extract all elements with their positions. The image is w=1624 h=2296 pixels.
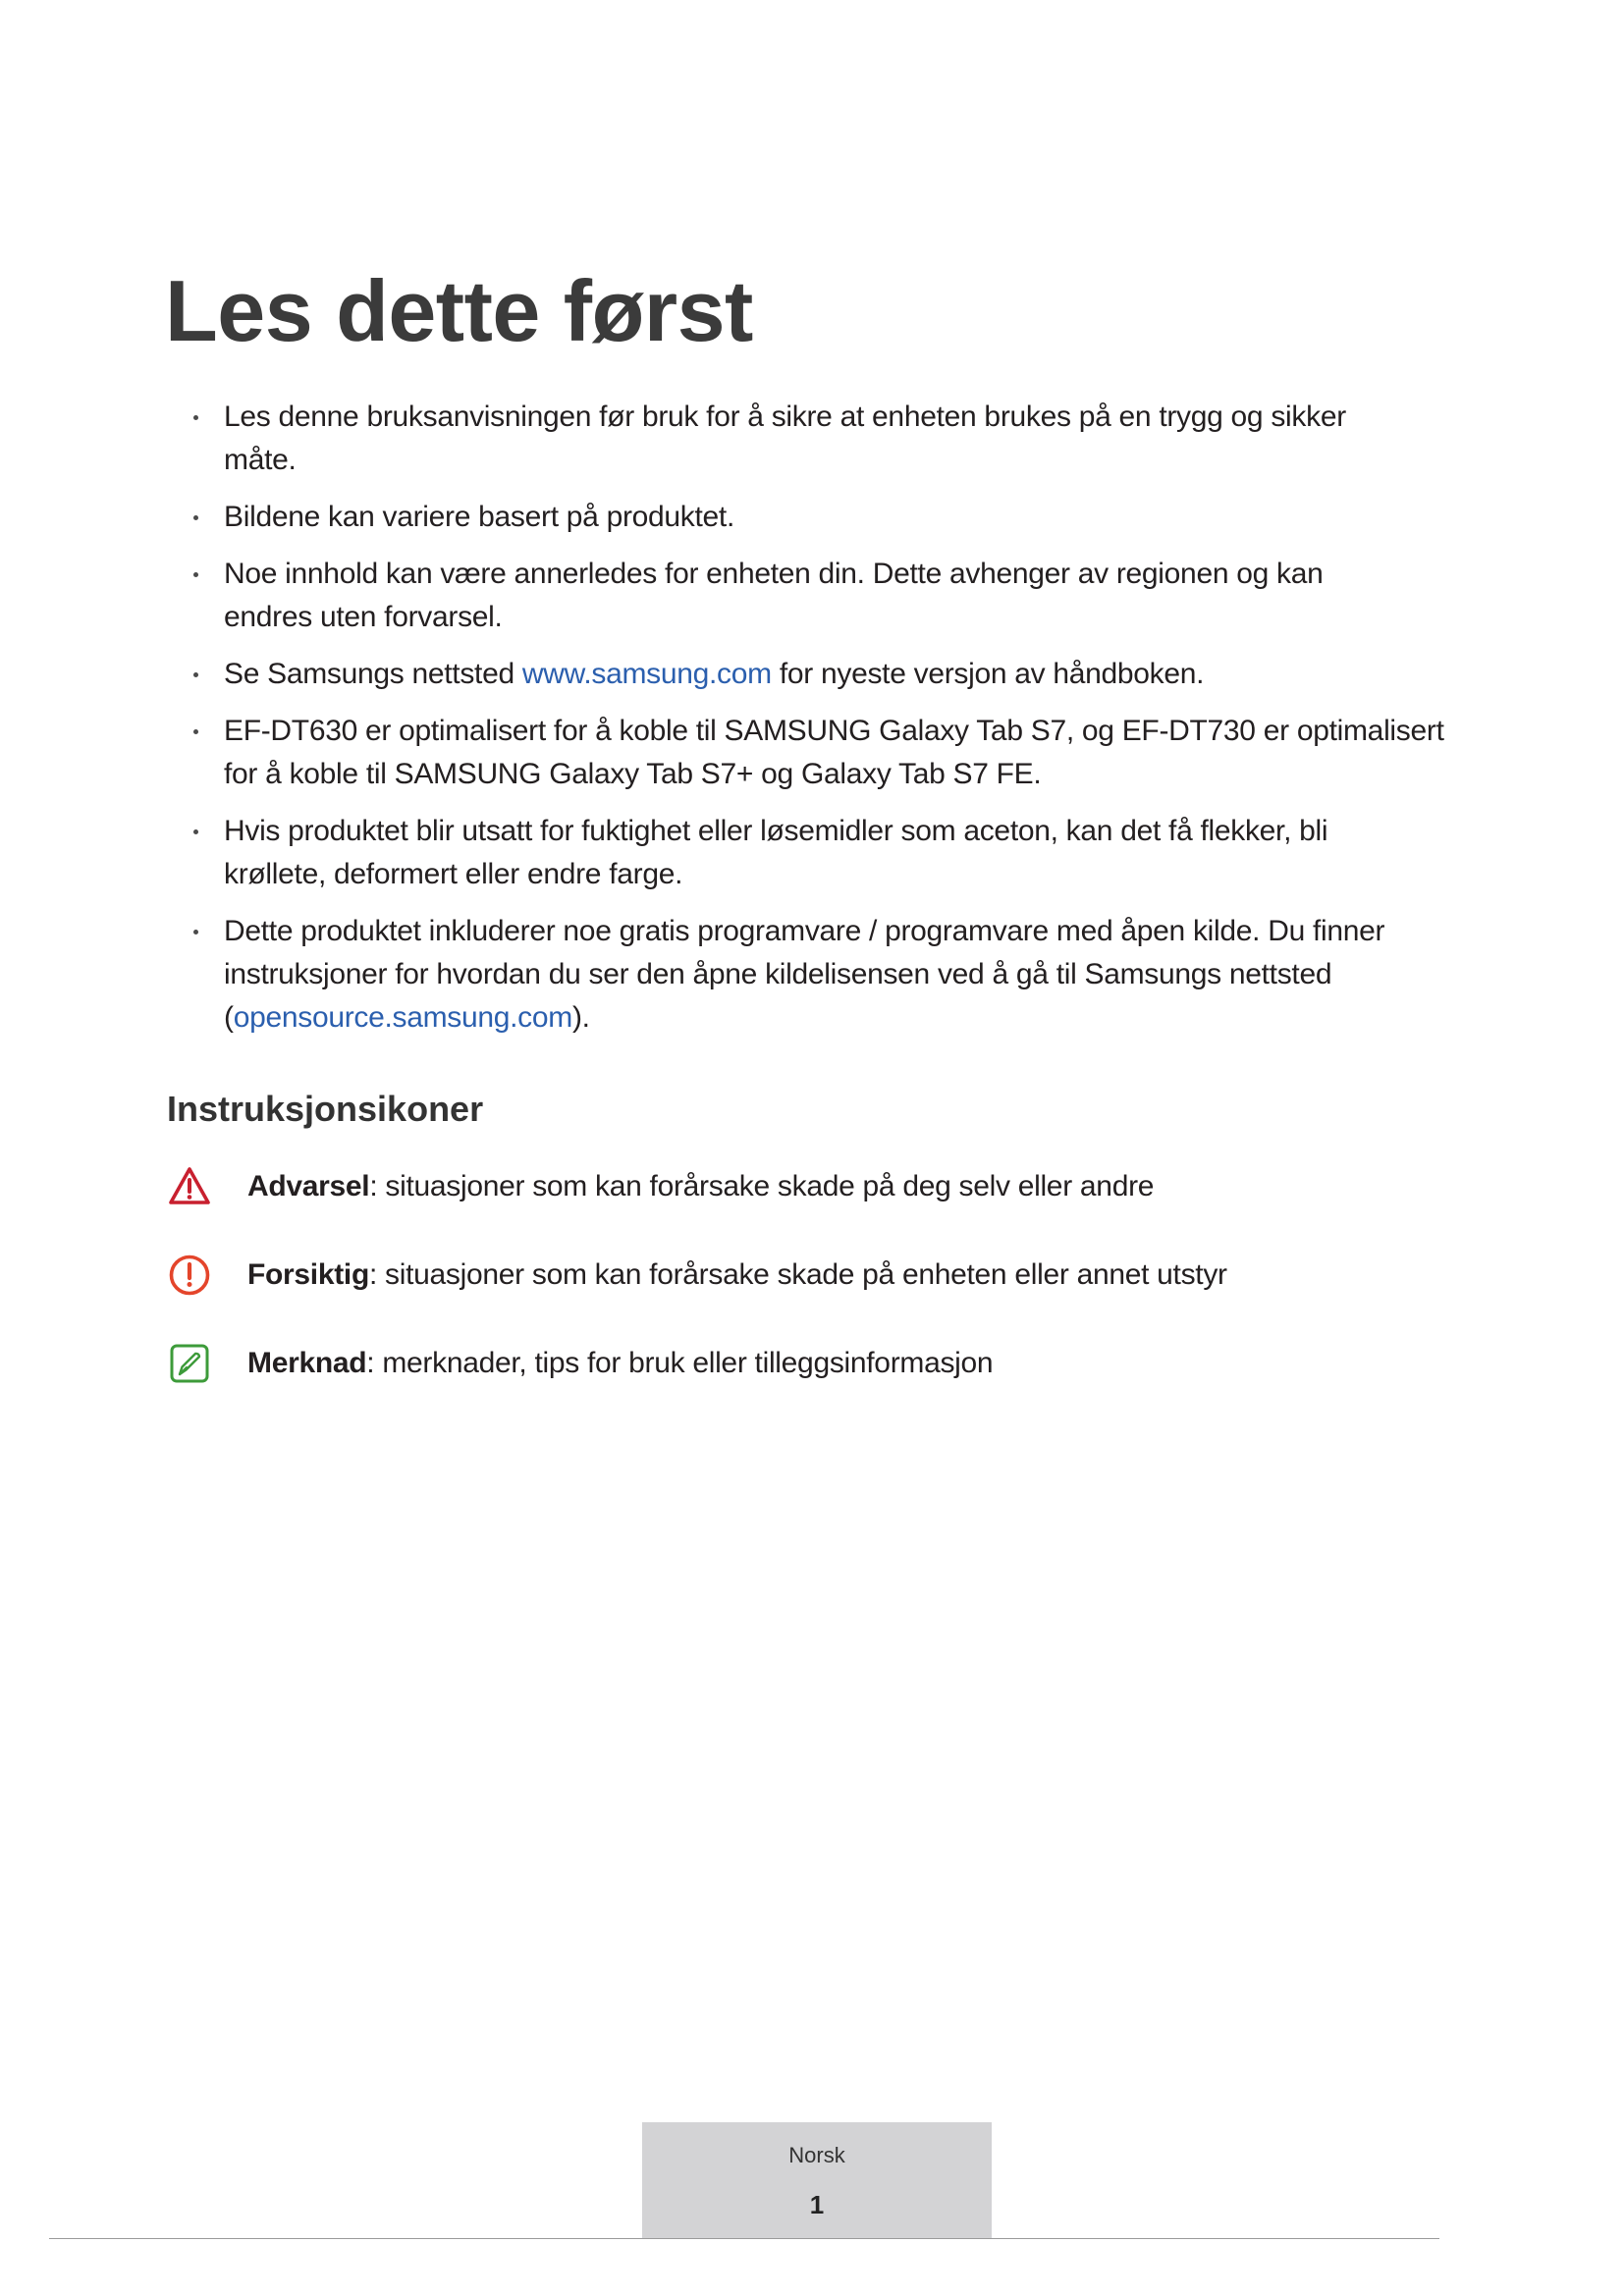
bullet-line: endres uten forvarsel. — [224, 601, 503, 633]
section-heading-instruction-icons: Instruksjonsikoner — [167, 1089, 484, 1129]
bullet-item — [224, 710, 1559, 796]
bullet-dot — [193, 515, 198, 520]
bullet-dot — [193, 672, 198, 677]
legend-text — [247, 1164, 1154, 1209]
bullet-dot — [193, 829, 198, 834]
opensource-website-link[interactable]: opensource.samsung.com — [233, 1001, 572, 1034]
legend-row-warning — [167, 1164, 1154, 1209]
intro-bullet-list — [224, 396, 1559, 1053]
bullet-text: Se Samsungs nettsted — [224, 658, 522, 690]
warning-icon — [167, 1164, 212, 1209]
bullet-item — [224, 810, 1559, 896]
legend-text — [247, 1341, 993, 1386]
samsung-website-link[interactable]: www.samsung.com — [521, 658, 772, 690]
footer-divider — [49, 2238, 1439, 2239]
page-footer-tab — [642, 2122, 992, 2238]
legend-row-note — [167, 1341, 993, 1386]
legend-description: : situasjoner som kan forårsake skade på deg selv eller andre — [369, 1170, 1155, 1202]
bullet-item — [224, 910, 1559, 1040]
bullet-dot — [193, 729, 198, 734]
page-title: Les dette først — [165, 262, 753, 359]
bullet-dot — [193, 572, 198, 577]
bullet-line: krøllete, deformert eller endre farge. — [224, 858, 683, 890]
bullet-line — [224, 996, 1559, 1040]
bullet-item — [224, 496, 1559, 539]
bullet-text: for nyeste versjon av håndboken. — [771, 658, 1205, 690]
bullet-line: Dette produktet inkluderer noe gratis programvare / programvare med åpen kilde. Du finner — [224, 915, 1385, 947]
bullet-item — [224, 653, 1559, 696]
legend-description: : merknader, tips for bruk eller tilleggsinformasjon — [366, 1347, 994, 1379]
page-number: 1 — [809, 2190, 825, 2219]
legend-row-caution — [167, 1253, 1227, 1298]
bullet-line: Les denne bruksanvisningen før bruk for å sikre at enheten brukes på en trygg og sikker — [224, 400, 1346, 433]
bullet-item — [224, 553, 1559, 639]
bullet-text: ). — [571, 1001, 590, 1034]
bullet-line: Hvis produktet blir utsatt for fuktighet eller løsemidler som aceton, kan det få flekker, bli — [224, 815, 1328, 847]
legend-text — [247, 1253, 1227, 1298]
bullet-line: Noe innhold kan være annerledes for enheten din. Dette avhenger av regionen og kan — [224, 558, 1324, 590]
legend-description: : situasjoner som kan forårsake skade på enheten eller annet utstyr — [368, 1258, 1227, 1291]
bullet-line: måte. — [224, 444, 297, 476]
legend-term: Merknad — [247, 1347, 367, 1379]
note-icon — [167, 1341, 212, 1386]
bullet-line — [224, 653, 1559, 696]
bullet-line: Bildene kan variere basert på produktet. — [224, 501, 734, 533]
footer-language: Norsk — [788, 2143, 845, 2167]
legend-term: Forsiktig — [247, 1258, 369, 1291]
bullet-line: instruksjoner for hvordan du ser den åpne kildelisensen ved å gå til Samsungs nettsted — [224, 958, 1332, 990]
bullet-dot — [193, 930, 198, 934]
bullet-dot — [193, 415, 198, 420]
caution-icon — [167, 1253, 212, 1298]
legend-term: Advarsel — [247, 1170, 370, 1202]
bullet-line: EF-DT630 er optimalisert for å koble til SAMSUNG Galaxy Tab S7, og EF-DT730 er optimalisert — [224, 715, 1444, 747]
bullet-item — [224, 396, 1559, 482]
bullet-line: for å koble til SAMSUNG Galaxy Tab S7+ og Galaxy Tab S7 FE. — [224, 758, 1042, 790]
bullet-text: ( — [224, 1001, 234, 1034]
